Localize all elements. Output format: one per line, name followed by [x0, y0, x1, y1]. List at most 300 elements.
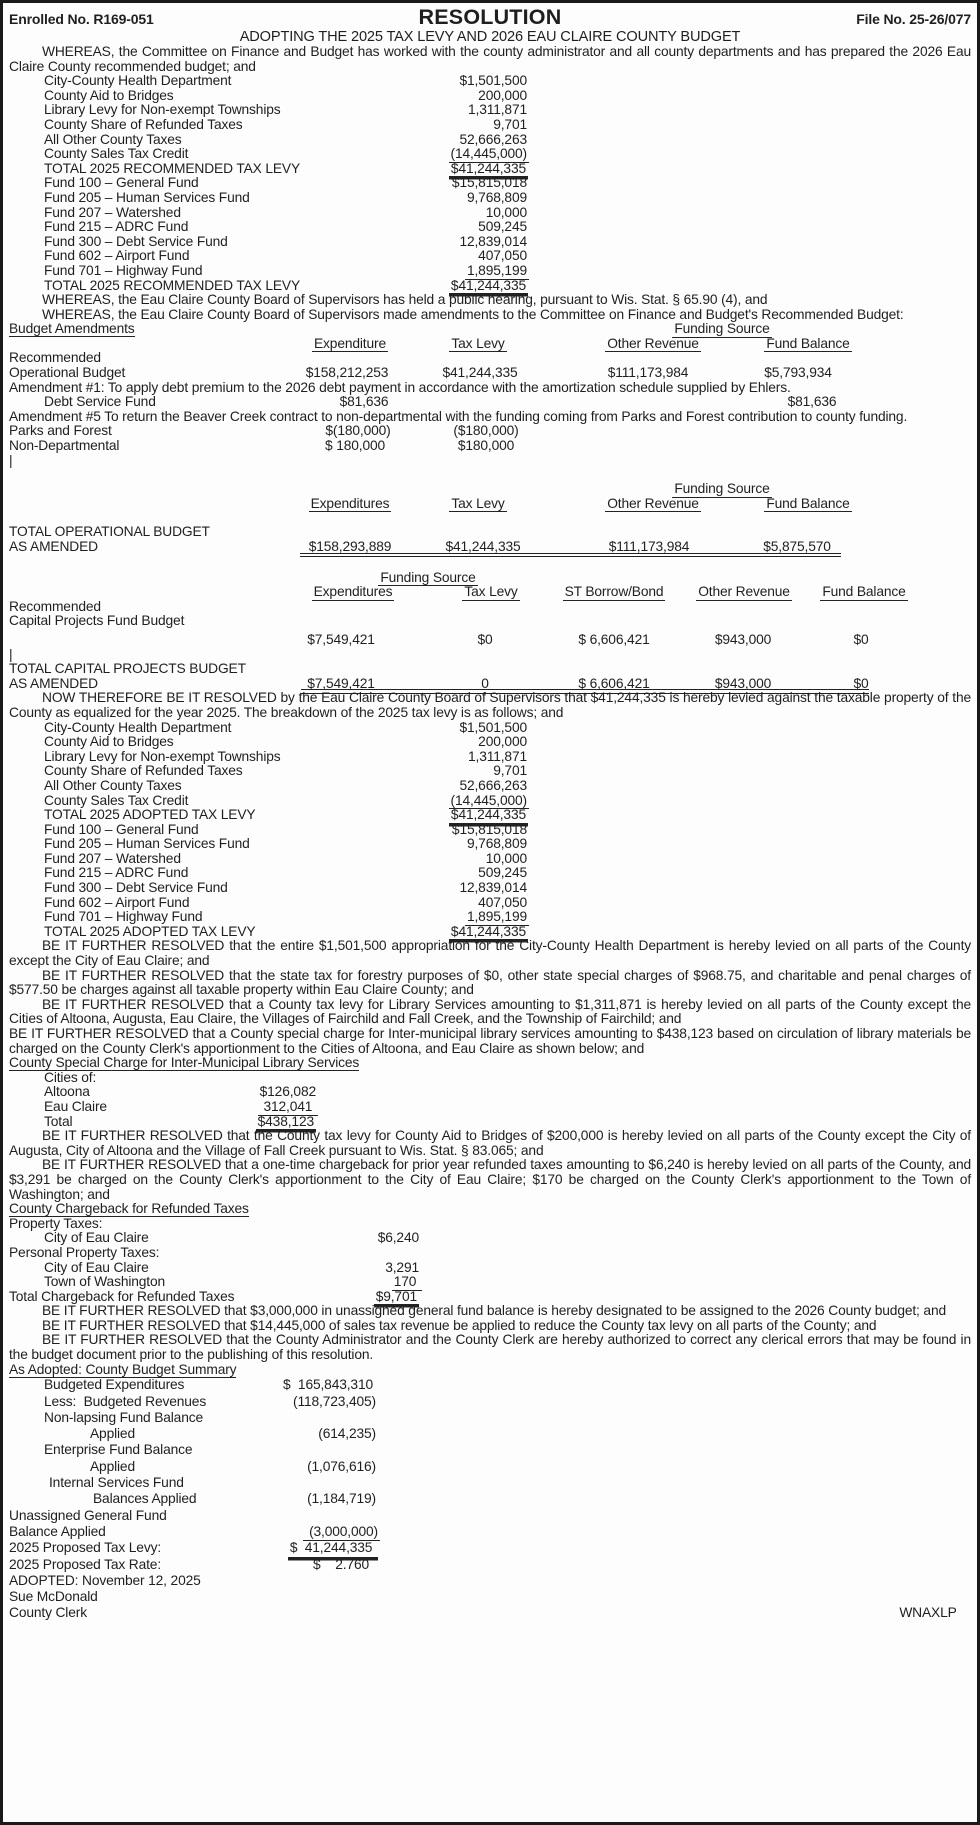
- line-label: 2025 Proposed Tax Levy:: [9, 1540, 162, 1556]
- amount-text: $1,501,500: [459, 73, 527, 89]
- document-line: [9, 735, 971, 750]
- paragraph: WHEREAS, the Eau Claire County Board of Supervisors has held a public hearing, pursuant to Wis. Stat. § 65.90 (4), and: [42, 292, 768, 308]
- total-rule: [301, 689, 869, 694]
- document-line: [9, 1442, 971, 1458]
- amount-text: 200,000: [478, 734, 527, 750]
- line-label: Unassigned General Fund: [9, 1507, 167, 1523]
- line-label: TOTAL 2025 RECOMMENDED TAX LEVY: [44, 277, 301, 293]
- line-label: Budget Amendments: [9, 321, 135, 337]
- document-line: [9, 220, 971, 235]
- line-label: County Aid to Bridges: [44, 87, 174, 103]
- paragraph: BE IT FURTHER RESOLVED that a County special charge for Inter-municipal library services amounting to $438,123 based on circulation of library materials be charged on the County Clerk's apportionment to the Cities of Altoona, and Eau Claire as shown below; and: [9, 1026, 971, 1056]
- spacer: [9, 511, 971, 525]
- document-line: [9, 1508, 971, 1524]
- line-label: County Special Charge for Inter-Municipal Library Services: [9, 1055, 360, 1071]
- document-line: [9, 808, 971, 823]
- document-line: [9, 133, 971, 148]
- amount-text: $158,293,889: [308, 539, 392, 554]
- document-line: [9, 264, 971, 279]
- document-line: [9, 1290, 971, 1305]
- line-label: TOTAL 2025 ADOPTED TAX LEVY: [44, 923, 256, 939]
- document-line: [9, 1056, 971, 1071]
- column-header: Other Revenue: [607, 335, 699, 351]
- line-label: Personal Property Taxes:: [9, 1244, 160, 1260]
- document-line: [9, 585, 971, 600]
- paragraph: BE IT FURTHER RESOLVED that a County tax levy for Library Services amounting to $1,311,871 is hereby levied on all parts of the County except the Cities of Altoona, Augusta, Eau Claire, the Villages of Fairchild and Fall Creek, and the Township of Fairchild; and: [9, 996, 971, 1027]
- document-line: [9, 482, 971, 497]
- amount-cell: [347, 103, 527, 118]
- paragraph: BE IT FURTHER RESOLVED that the County Administrator and the County Clerk are hereby authorized to correct any clerical errors that may be found in the budget document prior to the publishing of this resolution.: [9, 1332, 971, 1363]
- column-header: Funding Source: [380, 569, 476, 585]
- amount-text: ($180,000): [453, 423, 519, 439]
- amount-text: WNAXLP: [899, 1605, 957, 1621]
- document-line: [9, 1589, 971, 1605]
- amount-cell: [347, 721, 527, 736]
- line-label: TOTAL 2025 RECOMMENDED TAX LEVY: [44, 160, 301, 176]
- line-label: Non-Departmental: [9, 438, 120, 454]
- line-label: Recommended: [9, 598, 101, 614]
- column-header: Expenditure: [314, 335, 386, 351]
- line-label: City-County Health Department: [44, 719, 232, 735]
- line-label: Fund 300 – Debt Service Fund: [44, 233, 228, 249]
- paragraph: BE IT FURTHER RESOLVED that the entire $1,501,500 appropriation for the City-County Health Department is hereby levied on all parts of the County except the City of Eau Claire; and: [9, 938, 971, 969]
- line-label: Enterprise Fund Balance: [44, 1442, 193, 1458]
- line-label: Altoona: [44, 1084, 90, 1100]
- amount-text: $111,173,984: [608, 539, 690, 554]
- document-line: [9, 1363, 971, 1378]
- enrolled-number: Enrolled No. R169-051: [9, 11, 154, 28]
- document-line: [9, 103, 971, 118]
- line-label: Fund 100 – General Fund: [44, 175, 199, 191]
- amount-text: $ 180,000: [324, 438, 386, 454]
- document-title: RESOLUTION: [418, 5, 562, 29]
- document-line: [9, 1524, 971, 1540]
- amount-text: $ 6,606,421: [578, 631, 650, 647]
- line-label: TOTAL OPERATIONAL BUDGET: [9, 524, 210, 540]
- line-label: Balance Applied: [9, 1523, 106, 1539]
- column-header: Other Revenue: [698, 584, 790, 600]
- amount-cell: [347, 881, 527, 896]
- line-label: County Aid to Bridges: [44, 734, 174, 750]
- document-body: [3, 45, 977, 1622]
- document-line: [9, 454, 971, 469]
- line-label: As Adopted: County Budget Summary: [9, 1361, 237, 1377]
- amount-text: 3,291: [385, 1259, 419, 1275]
- line-label: Fund 602 – Airport Fund: [44, 248, 190, 264]
- column-header: Other Revenue: [607, 495, 699, 511]
- amount-text: (1,184,719): [307, 1491, 376, 1507]
- document-subtitle: ADOPTING THE 2025 TAX LEVY AND 2026 EAU CLAIRE COUNTY BUDGET: [239, 29, 741, 45]
- line-label: Fund 100 – General Fund: [44, 821, 199, 837]
- amount-text: $180,000: [457, 438, 515, 454]
- amount-text: 1,311,871: [467, 102, 527, 118]
- amount-text: $ 2.760: [312, 1556, 369, 1572]
- document-line: [9, 1394, 971, 1410]
- amount-text: 407,050: [478, 894, 527, 910]
- amount-cell: [348, 925, 528, 941]
- amount-text: 12,839,014: [459, 880, 527, 896]
- amount-text: 407,050: [478, 248, 527, 264]
- paragraph: NOW THEREFORE BE IT RESOLVED by the Eau Claire County Board of Supervisors that $41,244,335 is hereby levied against the taxable property of the County as equalized for the year 2025. The breakdown of the 2025 tax levy is as follows; and: [9, 690, 971, 720]
- amount-cell: [376, 439, 596, 454]
- column-header: Expenditures: [310, 495, 390, 511]
- amount-text: (118,723,405): [293, 1393, 376, 1409]
- document-line: [9, 1573, 971, 1589]
- amount-text: 10,000: [485, 204, 527, 220]
- document-line: [9, 794, 971, 809]
- document-line: [9, 764, 971, 779]
- amount-cell: [751, 633, 971, 648]
- amount-cell: [347, 176, 527, 191]
- amount-cell: [136, 1115, 316, 1131]
- amount-text: $81,636: [339, 394, 389, 410]
- column-header: Fund Balance: [766, 495, 850, 511]
- document-line: [9, 1100, 971, 1115]
- amount-cell: [376, 424, 596, 439]
- document-line: [9, 1275, 971, 1290]
- line-label: Fund 701 – Highway Fund: [44, 909, 203, 925]
- spacer: [9, 468, 971, 482]
- amount-text: $ 165,843,310: [283, 1377, 373, 1393]
- amount-text: 1,895,199: [466, 262, 527, 278]
- amount-text: $ 41,244,335: [288, 1540, 378, 1557]
- amount-text: $7,549,421: [307, 675, 375, 691]
- amount-text: 170: [393, 1274, 420, 1290]
- amount-text: (14,445,000): [450, 146, 527, 162]
- document-line: [9, 1246, 971, 1261]
- column-header: Tax Levy: [464, 584, 518, 600]
- line-label: City of Eau Claire: [44, 1230, 149, 1246]
- amount-text: 52,666,263: [459, 131, 527, 147]
- amount-text: $1,501,500: [459, 719, 527, 735]
- amount-cell: [196, 1491, 376, 1507]
- amount-text: $126,082: [259, 1084, 316, 1100]
- document-line: [9, 540, 971, 555]
- amount-cell: [347, 823, 527, 838]
- line-label: TOTAL 2025 ADOPTED TAX LEVY: [44, 807, 256, 823]
- line-label: City of Eau Claire: [44, 1259, 149, 1275]
- line-label: Fund 701 – Highway Fund: [44, 262, 203, 278]
- amount-text: $41,244,335: [450, 160, 526, 176]
- amount-text: $943,000: [714, 675, 772, 691]
- amount-text: 0: [481, 675, 489, 691]
- amount-text: $111,173,984: [607, 365, 689, 381]
- paragraph: BE IT FURTHER RESOLVED that $3,000,000 in unassigned general fund balance is hereby designated to be assigned to the 2026 County budget; and: [42, 1303, 946, 1319]
- line-label: All Other County Taxes: [44, 777, 182, 793]
- document-line: [9, 1085, 971, 1100]
- amount-text: $15,815,018: [451, 821, 527, 837]
- document-line: [9, 395, 971, 410]
- amount-cell: [347, 118, 527, 133]
- amount-text: 10,000: [485, 850, 527, 866]
- amount-cell: [818, 1605, 980, 1621]
- amount-cell: [347, 206, 527, 221]
- line-label: County Sales Tax Credit: [44, 146, 189, 162]
- line-label: Fund 300 – Debt Service Fund: [44, 880, 228, 896]
- line-label: Town of Washington: [44, 1274, 166, 1290]
- amount-cell: [200, 1524, 380, 1541]
- amount-cell: [348, 279, 528, 295]
- line-label: 2025 Proposed Tax Rate:: [9, 1556, 162, 1572]
- line-label: Total Chargeback for Refunded Taxes: [9, 1288, 235, 1304]
- amount-cell: [347, 866, 527, 881]
- amount-cell: [347, 191, 527, 206]
- line-label: AS AMENDED: [9, 675, 98, 691]
- amount-cell: [347, 750, 527, 765]
- document-line: [9, 337, 971, 352]
- amount-text: $6,240: [377, 1230, 419, 1246]
- column-header: Expenditures: [313, 584, 393, 600]
- document-line: [9, 1605, 971, 1621]
- line-label: Eau Claire: [44, 1098, 107, 1114]
- file-number: File No. 25-26/077: [856, 11, 971, 28]
- document-line: [9, 677, 971, 692]
- amount-text: 509,245: [478, 219, 527, 235]
- amount-text: $0: [853, 675, 869, 691]
- amount-cell: [239, 1290, 419, 1306]
- column-header: Funding Source: [674, 321, 770, 337]
- document-line: [9, 525, 971, 540]
- column-header-cell: [698, 337, 918, 353]
- amount-cell: [198, 1540, 378, 1557]
- line-label: Parks and Forest: [9, 423, 112, 439]
- amount-cell: [193, 1377, 373, 1393]
- document-line: [9, 439, 971, 454]
- document-line: [9, 1202, 971, 1217]
- document-line: [9, 662, 971, 677]
- amount-text: 9,768,809: [466, 189, 527, 205]
- paragraph: WHEREAS, the Eau Claire County Board of Supervisors made amendments to the Committee on Finance and Budget's Recommended Budget:: [42, 306, 904, 322]
- paragraph: Amendment #1: To apply debt premium to the 2026 debt payment in accordance with the amortization schedule supplied by Ehlers.: [9, 379, 791, 395]
- document-line: [9, 1426, 971, 1442]
- document-line: [9, 366, 971, 381]
- column-header-cell: [754, 585, 974, 601]
- column-header: Fund Balance: [766, 335, 850, 351]
- document-line: [9, 147, 971, 162]
- paragraph: BE IT FURTHER RESOLVED that the County tax levy for County Aid to Bridges of $200,000 is hereby levied on all parts of the County except the City of Augusta, City of Altoona and the Village of Fall Creek pursuant to Wis. Stat. § 83.065; and: [9, 1128, 971, 1158]
- line-label: Fund 205 – Human Services Fund: [44, 836, 250, 852]
- document-line: [9, 1459, 971, 1475]
- document-line: [9, 1217, 971, 1232]
- paragraph: BE IT FURTHER RESOLVED that the state tax for forestry purposes of $0, other state special charges of $968.75, and charitable and penal charges of $577.50 be charges against all taxable property within Eau Claire County; and: [9, 967, 971, 998]
- document-line: [9, 322, 971, 337]
- column-header: Tax Levy: [451, 335, 505, 351]
- amount-cell: [347, 735, 527, 750]
- line-label: |: [9, 452, 13, 468]
- amount-cell: [196, 1426, 376, 1442]
- amount-cell: [189, 1557, 369, 1573]
- line-label: Fund 207 – Watershed: [44, 204, 181, 220]
- line-label: Total: [44, 1113, 73, 1129]
- document-line: [9, 1071, 971, 1086]
- amount-text: $41,244,335: [442, 365, 518, 381]
- line-label: ADOPTED: November 12, 2025: [9, 1572, 201, 1588]
- document-line: [9, 881, 971, 896]
- amount-cell: [347, 220, 527, 235]
- amount-cell: [347, 74, 527, 89]
- amount-cell: [347, 249, 527, 264]
- amount-text: $438,123: [257, 1113, 314, 1129]
- document-line: [9, 424, 971, 439]
- document-line: [9, 1115, 971, 1130]
- document-line: [9, 1557, 971, 1573]
- amount-text: $5,875,570: [763, 539, 831, 554]
- amount-text: $41,244,335: [445, 539, 521, 554]
- document-line: [9, 852, 971, 867]
- amount-text: (14,445,000): [450, 792, 527, 808]
- column-header: ST Borrow/Bond: [564, 584, 664, 600]
- line-label: Library Levy for Non-exempt Townships: [44, 102, 281, 118]
- line-label: County Sales Tax Credit: [44, 792, 189, 808]
- line-label: Budgeted Expenditures: [44, 1377, 185, 1393]
- line-label: Capital Projects Fund Budget: [9, 613, 185, 629]
- line-label: AS AMENDED: [9, 539, 98, 554]
- paragraph: BE IT FURTHER RESOLVED that $14,445,000 of sales tax revenue be applied to reduce the County tax levy on all parts of the County; and: [42, 1317, 877, 1333]
- document-line: [9, 1231, 971, 1246]
- document-line: [9, 896, 971, 911]
- document-line: [9, 191, 971, 206]
- amount-text: $7,549,421: [307, 631, 375, 647]
- document-line: [9, 750, 971, 765]
- line-label: Library Levy for Non-exempt Townships: [44, 748, 281, 764]
- line-label: Applied: [90, 1426, 135, 1442]
- document-line: [9, 1377, 971, 1393]
- paragraph: Amendment #5 To return the Beaver Creek contract to non-departmental with the funding coming from Parks and Forest contribution to county funding.: [9, 408, 908, 424]
- document-line: [9, 351, 971, 366]
- document-line: [9, 571, 971, 586]
- document-line: [9, 1475, 971, 1491]
- document-line: [9, 925, 971, 940]
- amount-text: 312,041: [259, 1098, 316, 1114]
- line-label: Applied: [90, 1458, 135, 1474]
- line-label: County Chargeback for Refunded Taxes: [9, 1201, 249, 1217]
- amount-text: 9,768,809: [466, 836, 527, 852]
- document-line: [9, 235, 971, 250]
- line-label: Non-lapsing Fund Balance: [44, 1409, 203, 1425]
- document-line: [9, 600, 971, 615]
- amount-text: $158,212,253: [305, 365, 389, 381]
- line-label: All Other County Taxes: [44, 131, 182, 147]
- line-label: Less: Budgeted Revenues: [44, 1393, 207, 1409]
- amount-cell: [347, 235, 527, 250]
- document-line: [9, 249, 971, 264]
- total-rule: [300, 553, 841, 558]
- paragraph: WHEREAS, the Committee on Finance and Budget has worked with the county administrator and all county departments and has prepared the 2026 Eau Claire County recommended budget; and: [9, 44, 971, 74]
- document-line: [9, 1261, 971, 1276]
- document-line: [9, 823, 971, 838]
- line-label: Fund 207 – Watershed: [44, 850, 181, 866]
- amount-cell: [347, 852, 527, 867]
- line-label: Recommended: [9, 350, 101, 366]
- amount-text: $15,815,018: [451, 175, 527, 191]
- line-label: TOTAL CAPITAL PROJECTS BUDGET: [9, 661, 246, 677]
- amount-text: $41,244,335: [450, 807, 526, 823]
- amount-cell: [239, 1231, 419, 1246]
- document-line: [9, 648, 971, 663]
- line-label: Operational Budget: [9, 365, 126, 381]
- document-line: [9, 279, 971, 294]
- amount-text: $0: [853, 631, 869, 647]
- amount-text: $41,244,335: [450, 277, 526, 293]
- amount-cell: [239, 1261, 419, 1276]
- column-header-cell: [698, 497, 918, 513]
- amount-text: (614,235): [318, 1426, 376, 1442]
- amount-text: $0: [477, 631, 493, 647]
- document-line: [9, 497, 971, 512]
- document-line: [9, 614, 971, 629]
- line-label: County Clerk: [9, 1605, 87, 1621]
- document-line: [9, 1540, 971, 1556]
- document-line: [9, 1491, 971, 1507]
- amount-text: $943,000: [714, 631, 772, 647]
- line-label: County Share of Refunded Taxes: [44, 116, 243, 132]
- amount-text: $5,793,934: [764, 365, 832, 381]
- amount-cell: [136, 1085, 316, 1100]
- document-line: [9, 910, 971, 925]
- amount-text: 1,311,871: [467, 748, 527, 764]
- line-label: Fund 215 – ADRC Fund: [44, 865, 189, 881]
- line-label: Internal Services Fund: [49, 1475, 184, 1491]
- amount-cell: [196, 1459, 376, 1475]
- amount-text: $(180,000): [325, 423, 391, 439]
- amount-cell: [702, 395, 922, 410]
- document-line: [9, 206, 971, 221]
- amount-cell: [254, 395, 474, 410]
- document-line: [9, 1410, 971, 1426]
- amount-cell: [347, 837, 527, 852]
- amount-text: $ 6,606,421: [578, 675, 650, 691]
- amount-cell: [347, 896, 527, 911]
- line-label: Fund 205 – Human Services Fund: [44, 189, 250, 205]
- amount-text: $81,636: [787, 394, 837, 410]
- amount-text: (3,000,000): [303, 1524, 380, 1541]
- line-label: Property Taxes:: [9, 1215, 103, 1231]
- amount-text: 12,839,014: [459, 233, 527, 249]
- amount-text: $41,244,335: [450, 923, 526, 939]
- amount-text: 52,666,263: [459, 777, 527, 793]
- line-label: Cities of:: [44, 1069, 97, 1085]
- amount-cell: [196, 1394, 376, 1410]
- amount-text: 200,000: [478, 87, 527, 103]
- document-line: [9, 74, 971, 89]
- document-header: [9, 5, 971, 30]
- document-line: [9, 837, 971, 852]
- amount-text: 9,701: [493, 116, 527, 132]
- document-line: [9, 866, 971, 881]
- document-line: [9, 162, 971, 177]
- line-label: County Share of Refunded Taxes: [44, 763, 243, 779]
- line-label: |: [9, 646, 13, 662]
- line-label: Balances Applied: [93, 1491, 197, 1507]
- column-header: Funding Source: [674, 481, 770, 497]
- amount-text: 1,895,199: [466, 909, 527, 925]
- amount-cell: [347, 764, 527, 779]
- document-line: [9, 633, 971, 648]
- amount-text: (1,076,616): [307, 1458, 376, 1474]
- column-header: Fund Balance: [822, 584, 906, 600]
- paragraph: BE IT FURTHER RESOLVED that a one-time chargeback for prior year refunded taxes amounting to $6,240 is hereby levied on all parts of the County, and $3,291 be charged on the County Clerk's apportionment to the City of Eau Claire; $170 be charged on the County Clerk's apportionment to the Town of Washington; and: [9, 1157, 971, 1202]
- amount-cell: [347, 89, 527, 104]
- document-line: [9, 176, 971, 191]
- amount-cell: [688, 366, 908, 381]
- line-label: Fund 602 – Airport Fund: [44, 894, 190, 910]
- line-label: Debt Service Fund: [44, 394, 156, 410]
- document-line: [9, 118, 971, 133]
- amount-cell: [347, 133, 527, 148]
- document-line: [9, 779, 971, 794]
- document-line: [9, 721, 971, 736]
- amount-text: 9,701: [493, 763, 527, 779]
